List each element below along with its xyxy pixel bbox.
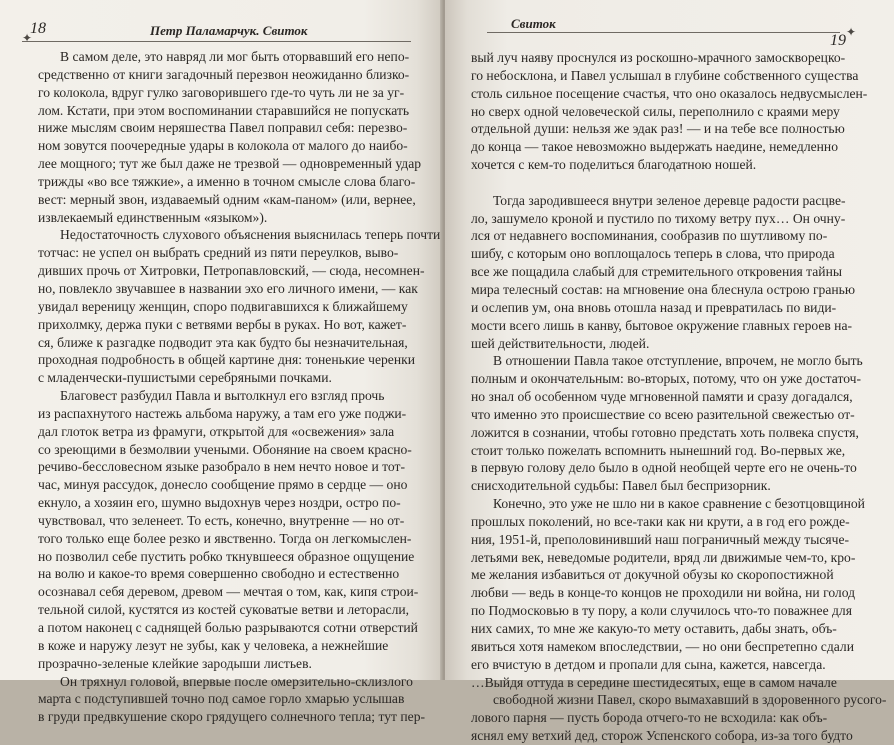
text-line: прозрачно-зеленые клейкие зародыши листьев. [38, 655, 312, 671]
text-line: шей действительности, людей. [471, 335, 650, 351]
text-line: чувствовал, что зеленеет. То есть, конечно, внутренне — но от- [38, 512, 405, 528]
text-line: вый луч наяву проснулся из роскошно-мрачного замоскворецко- [471, 50, 846, 65]
right-page-number: 19 [830, 32, 846, 49]
text-line: Недостаточность слухового объяснения выяснилась теперь почти [60, 227, 441, 243]
text-line: них самих, то мне же какую-то мету оставить, дабы знать, объ- [471, 621, 837, 636]
text-line: летьями век, неведомые родители, вряд ли движимые чем-то, кро- [471, 549, 856, 565]
text-line: в груди предвкушение скоро грядущего солнечного тепла; тут пер- [38, 709, 426, 725]
text-line: го небосклона, и Павел услышал в глубине собственного существа [471, 67, 859, 83]
text-line: хочется с кем-то поделиться благодатною ношей. [471, 157, 757, 173]
text-line [471, 174, 855, 192]
text-line: в первую голову дело было в одной необщей черте его не очень-то [471, 460, 857, 476]
text-line: мира телесный состав: на мгновение она блеснула острою гранью [471, 281, 856, 297]
right-header-rule [487, 32, 840, 33]
text-line: осознавал себя деревом, древом — мечтая о том, как, кипя строи- [38, 584, 419, 600]
text-line: В отношении Павла такое отступление, впрочем, не могло быть [493, 353, 863, 369]
text-line: того только еще более резко и явственно. Тогда он легкомыслен- [38, 530, 412, 546]
text-line: лом. Кстати, при этом воспоминании старавшийся не попускать [38, 102, 410, 118]
text-line: на волю и какое-то время совершенно свободно и естественно [38, 566, 400, 582]
left-page-header [22, 20, 411, 45]
text-line: дал глоток ветра из фрамуги, открытой для «освежения» зала [38, 423, 395, 439]
text-line: до конца — такое невозможно выдержать наедине, немедленно [471, 139, 838, 155]
text-line: ме желания избавиться от докучной обузы ко скоропостижной [471, 567, 834, 583]
text-line: но знал об особенном чуде мгновенной памяти и сразу догадался, [471, 389, 853, 405]
text-line: Он тряхнул головой, впервые после омерзительно-склизлого [60, 673, 413, 689]
text-line: а потом наконец с саднящей болью разрываются сотни отверстий [38, 620, 418, 635]
text-line: проходная подробность в общей картине дня: тоненькие черенки [38, 352, 415, 368]
text-line: с младенчески-пушистыми серебряными почками. [38, 370, 332, 386]
right-ornament-icon: ✦ [845, 25, 856, 39]
right-page-header [487, 16, 856, 49]
text-line: лее мощного; тут же был даже не трезвой — одновременный удар [38, 156, 422, 172]
text-line: ниже мыслям своим неряшества Павел поправил себя: перезво- [38, 120, 408, 136]
text-line: Благовест разбудил Павла и вытолкнул его взгляд прочь [60, 388, 385, 404]
text-line: го колокола, вдруг гулко заговорившего где-то чуть ли не за уг- [38, 84, 405, 100]
text-line: полным и окончательным: во-вторых, потому, что он уже достаточ- [471, 371, 862, 387]
text-line: и ослепив ум, она вновь отошла назад и превратилась по види- [471, 299, 837, 315]
text-line: средственно от книги загадочный перезвон неожиданно близко- [38, 66, 410, 82]
text-line: из распахнутого настежь альбома наружу, а там его уже поджи- [38, 405, 407, 421]
left-body-text [38, 48, 441, 726]
text-line: лся от недавнего воспоминания, сообразив по шутливому по- [471, 228, 828, 244]
text-line: но сверх одной человеческой силы, переполнило с краями меру [471, 103, 840, 119]
text-line: стоит только пожелать вспомнить нынешний год. Во-первых же, [471, 442, 846, 458]
text-line: ном зовутся поочередные удары в колокола от малого до наибо- [38, 138, 408, 154]
right-running-header: Свиток [511, 16, 556, 31]
text-line: со зреющими в безмолвии учеными. Обоняние на своем красно- [38, 441, 412, 457]
text-line: что именно это происшествие со всею разительной свежестью от- [471, 406, 855, 422]
text-line: …Выйдя оттуда в середине шестидесятых, еще в самом начале [471, 674, 837, 690]
text-line: снисходительной судьбы: Павел был беспризорник. [471, 478, 771, 494]
text-line: ния, 1951-й, преполовинивший наш пограничный между тысяче- [471, 531, 850, 547]
text-line: мости всего лишь в канву, бытовое окружение главных героев на- [471, 317, 853, 333]
left-header-rule [22, 41, 411, 42]
text-line: тотчас: не успел он выбрать средний из пяти переулков, выво- [38, 245, 399, 261]
right-page [445, 0, 894, 744]
text-line: увидал вереницу женщин, споро подвигавшихся к ближайшему [38, 298, 408, 314]
left-ornament-icon: ✦ [22, 31, 33, 45]
text-line: дивших прочь от Хитровки, Петропавловский, — сюда, несомнен- [38, 263, 425, 279]
text-line: его вчистую в детдом и пропали для сына, кажется, навсегда. [471, 656, 826, 672]
text-line: свободной жизни Павел, скоро вымахавший в здоровенного русого- [493, 692, 887, 708]
text-line: трижды «во все тяжкие», а именно в точном смысле слова благо- [38, 173, 416, 189]
text-line: в коже и наружу лезут не зубы, как у человека, а нежнейшие [38, 637, 389, 653]
text-line: речиво-бессловесном языке разобрало в нем нечто новое и тот- [38, 459, 405, 475]
text-line: В самом деле, это навряд ли мог быть оторвавший его непо- [60, 49, 410, 64]
text-line: вест: мерный звон, издаваемый одним «кам-паном» (или, вернее, [38, 191, 416, 207]
text-line: явиться хотя намеком впоследствии, — но они беспретепно сдали [471, 638, 854, 654]
text-line: Тогда зародившееся внутри зеленое деревце радости расцве- [493, 192, 846, 208]
text-line: столь сильное посещение счастья, что оно оказалось недвусмыслен- [471, 85, 868, 101]
left-running-header: Петр Паламарчук. Свиток [150, 23, 308, 38]
text-line: извлекаемый единственным «языком»). [38, 209, 268, 225]
text-line: все же пощадила слабый для стремительного откровения тайны [471, 264, 842, 280]
text-line: любви — ведь в конце-то концов не проходили ни война, ни голод [471, 585, 856, 601]
text-line: яснял ему ветхий дед, сторож Успенского собора, из-за того будто [471, 728, 853, 744]
text-line: тельной силой, кустятся из костей суковатые ветви и леторасли, [38, 602, 410, 618]
text-line: марта с подступившей точно под самое горло хмарью услышав [38, 691, 405, 707]
left-page [0, 0, 443, 725]
text-line: лового парня — пусть борода отчего-то не всходила: как объ- [471, 710, 828, 726]
text-line: шибу, с которым оно воплощалось теперь в слова, что природа [471, 246, 835, 262]
text-line: отдельной души: нельзя же эдак раз! — и на тебе все полностью [471, 121, 845, 137]
text-line: по Подмосковью в ту пору, а коли случилось что-то поважнее для [471, 603, 852, 619]
left-page-number: 18 [30, 20, 46, 37]
text-line: ся, ближе к разгадке подводит эта как будто бы незначительная, [38, 334, 408, 350]
text-line: Конечно, это уже не шло ни в какое сравнение с безотцовщиной [493, 496, 865, 512]
text-line: екнуло, а хозяин его, шумно выдохнув через ноздри, остро по- [38, 495, 401, 511]
text-line: час, минуя рассудок, донесло сообщение прямо в сердце — оно [38, 477, 408, 493]
right-body-text [471, 49, 887, 745]
text-line: ло, зашумело кроной и пустило по тихому ветру пух… Он очну- [471, 210, 846, 226]
text-line: прихолмку, держа пуки с ветвями вербы в руках. Но вот, кажет- [38, 316, 407, 332]
text-line: но позволил себе пустить робко ткнувшееся образное ощущение [38, 548, 415, 564]
text-line: ложится в сознании, чтобы готовно предстать хоть полвека спустя, [471, 424, 859, 440]
text-line: прошлых поколений, но все-таки как ни крути, а в год его рожде- [471, 513, 850, 529]
text-line: но, повлекло звучавшее в названии эхо его личного имени, — как [38, 280, 418, 296]
